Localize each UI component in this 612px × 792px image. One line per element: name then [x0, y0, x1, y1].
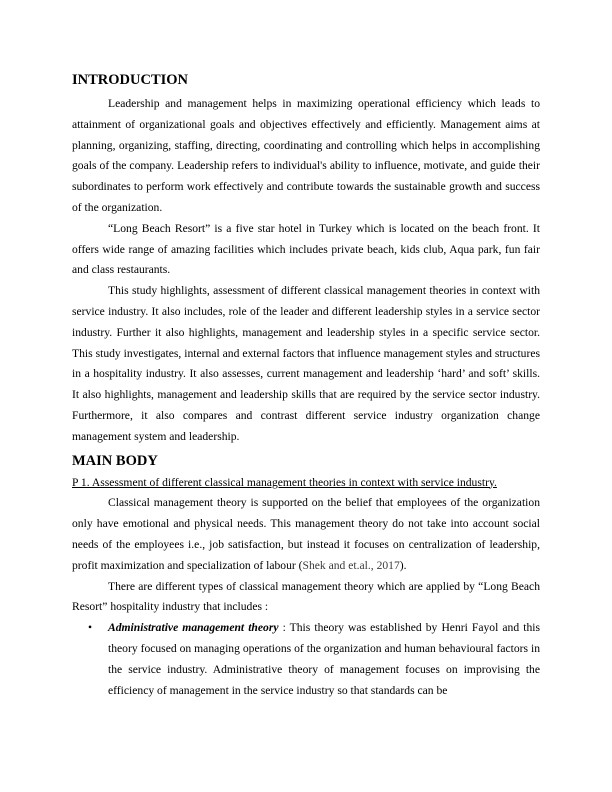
- classical-theory-paragraph: [72, 493, 540, 576]
- list-item: [72, 618, 540, 701]
- intro-paragraph-3: This study highlights, assessment of different classical management theories in context with service industry. It also includes, role of the leader and different leadership styles in a service sector industry. Further it also highlights, management and leadership styles in a specific service sector. This study investigates, internal and external factors that influence management styles and structures in a hospitality industry. It also assesses, current management and leadership ‘hard’ and soft’ skills. It also highlights, management and leadership skills that are required by the service sector industry. Furthermore, it also compares and contrast different service industry organization change management system and leadership.: [72, 284, 540, 443]
- bullet-icon: •: [88, 621, 93, 635]
- classical-theory-text: Classical management theory is supported on the belief that employees of the organization only have emotional and physical needs. This management theory do not take into account social needs of the employees i.e., job satisfaction, but instead it focuses on centralization of leadership, profit maximization and specialization of labour (: [72, 496, 540, 572]
- document-page: [72, 70, 540, 701]
- list-item-term: Administrative management theory: [108, 621, 279, 635]
- list-item-text: : This theory was established by Henri Fayol and this theory focused on managing operations of the organization and human behavioural factors in the service industry. Administrative theory of management focuses on improvising the efficiency of management in the service industry so that standards can be: [108, 621, 540, 697]
- citation: Shek and et.al., 2017: [302, 558, 400, 572]
- theory-list: [72, 618, 540, 701]
- main-body-heading: MAIN BODY: [72, 452, 158, 469]
- theory-types-paragraph: There are different types of classical management theory which are applied by “Long Beach Resort” hospitality industry that includes :: [72, 579, 540, 614]
- intro-paragraph-2: “Long Beach Resort” is a five star hotel in Turkey which is located on the beach front. It offers wide range of amazing facilities which includes private beach, kids club, Aqua park, fun fair and class restaurants.: [72, 221, 540, 277]
- section-p1-subheading: P 1. Assessment of different classical management theories in context with service industry.: [72, 475, 497, 489]
- intro-paragraph-1: Leadership and management helps in maximizing operational efficiency which leads to attainment of organizational goals and objectives effectively and efficiently. Management aims at planning, organizing, staffing, directing, coordinating and controlling which helps in accomplishing goals of the company. Leadership refers to individual's ability to influence, motivate, and guide their subordinates to perform work effectively and contribute towards the sustainable growth and success of the organization.: [72, 97, 540, 214]
- introduction-heading: INTRODUCTION: [72, 72, 189, 88]
- classical-theory-end: ).: [399, 558, 407, 572]
